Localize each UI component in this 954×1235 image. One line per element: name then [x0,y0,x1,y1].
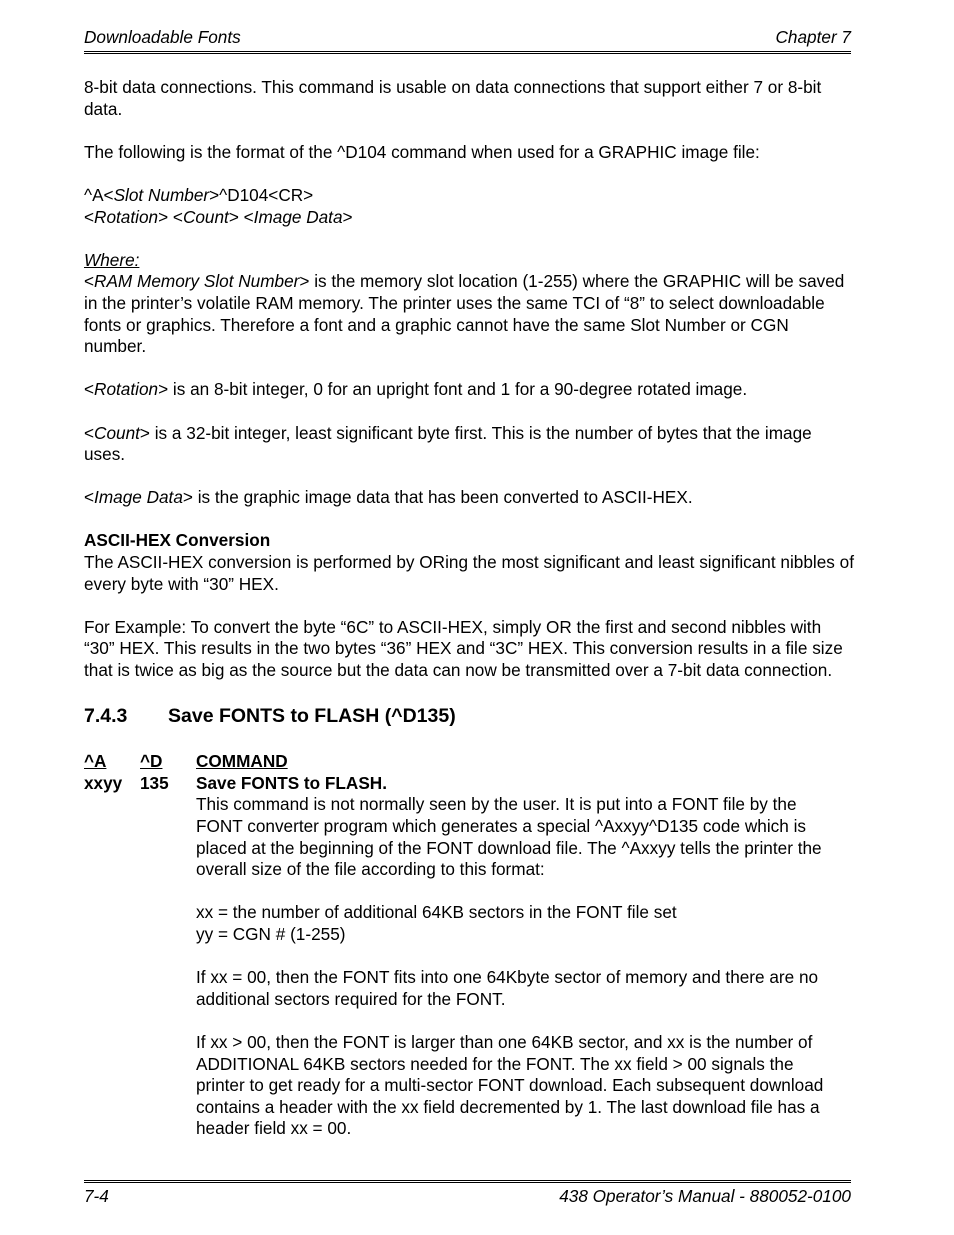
table-header-row [84,751,854,773]
page-footer [84,1186,851,1210]
command-description [196,773,846,1140]
page-header [84,27,851,51]
section-number: 7.4.3 [84,705,128,728]
single-sector-note: If xx = 00, then the FONT fits into one 64Kbyte sector of memory and there are no additional sectors required for the FONT. [196,967,819,1009]
ascii-hex-paragraph: The ASCII-HEX conversion is performed by ORing the most significant and least significant nibbles of every byte with “30” HEX. [84,552,854,594]
manual-title: 438 Operator’s Manual - 880052-0100 [559,1186,851,1206]
intro-paragraph: 8-bit data connections. This command is usable on data connections that support either 7 or 8-bit data. [84,77,822,119]
multi-sector-note: If xx > 00, then the FONT is larger than one 64KB sector, and xx is the number of ADDITIONAL 64KB sectors needed for the FONT. The xx field > 00 signals the printer to get ready for a multi-sector FONT download. Each subsequent download contains a header with the xx field decremented by 1. The last download file has a header field xx = 00. [196,1031,824,1139]
rotation-definition: <Rotation> is an 8-bit integer, 0 for an upright font and 1 for a 90-degree rotated image. [84,379,748,400]
cell-a-value: xxyy [84,772,123,793]
col-header-d: ^D [140,751,163,772]
command-format: ^A<Slot Number>^D104<CR> <Rotation> <Count> <Image Data> [84,184,353,227]
ram-slot-definition: <RAM Memory Slot Number> is the memory slot location (1-255) where the GRAPHIC will be saved in the printer’s volatile RAM memory. The printer uses the same TCI of “8” to select downloadable fonts or graphics. Therefore a font and a graphic cannot have the same Slot Number or CGN number. [84,271,845,357]
ascii-hex-example: For Example: To convert the byte “6C” to ASCII-HEX, simply OR the first and second nibbles with “30” HEX. This results in the two bytes “36” HEX and “3C” HEX. This conversion results in a file size that is twice as big as the source but the data can now be transmitted over a 7-bit data connection. [84,616,843,681]
command-table [84,751,854,1140]
page-number: 7-4 [84,1186,109,1206]
col-header-command: COMMAND [196,751,288,772]
header-section-title: Downloadable Fonts [84,27,241,47]
count-definition: <Count> is a 32-bit integer, least significant byte first. This is the number of bytes that the image uses. [84,422,812,465]
footer-rule [84,1180,851,1183]
image-data-definition: <Image Data> is the graphic image data that has been converted to ASCII-HEX. [84,487,693,508]
description-paragraph: This command is not normally seen by the user. It is put into a FONT file by the FONT converter program which generates a special ^Axxyy^D135 code which is placed at the beginning of the FONT download file. The ^Axxyy tells the printer the overall size of the file according to this format: [196,794,822,880]
where-block [84,250,854,358]
where-label: Where: [84,249,140,270]
format-intro-paragraph: The following is the format of the ^D104 command when used for a GRAPHIC image file: [84,141,760,162]
header-chapter: Chapter 7 [775,27,851,47]
section-heading [84,703,854,729]
format-definitions: xx = the number of additional 64KB sectors in the FONT file set yy = CGN # (1-255) [196,902,677,944]
command-name: Save FONTS to FLASH. [196,772,387,793]
cell-d-value: 135 [140,772,169,793]
ascii-hex-heading: ASCII-HEX Conversion [84,530,271,551]
header-rule [84,51,851,54]
section-title: Save FONTS to FLASH (^D135) [168,705,456,728]
page-body [84,77,854,1140]
table-row [84,773,854,1140]
col-header-a: ^A [84,751,107,772]
